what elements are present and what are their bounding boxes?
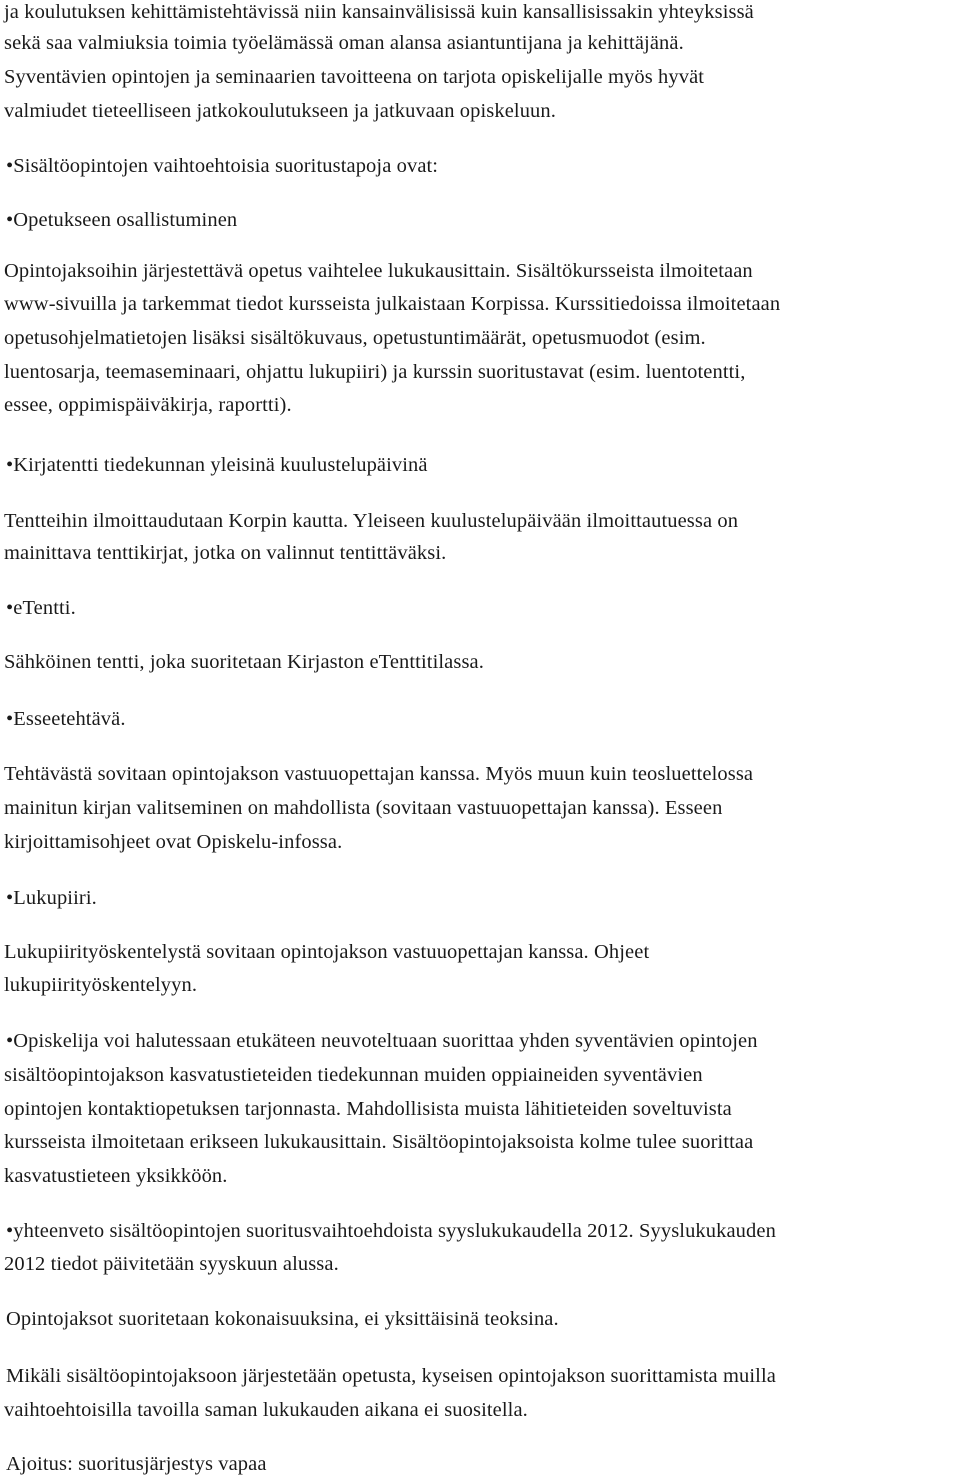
paragraph-line: Tehtävästä sovitaan opintojakson vastuuopettajan kanssa. Myös muun kuin teosluettelossa xyxy=(4,763,754,785)
bullet-heading: •eTentti. xyxy=(6,597,76,619)
paragraph-line: www-sivuilla ja tarkemmat tiedot kursseista julkaistaan Korpissa. Kurssitiedoissa ilmoitetaan xyxy=(4,293,781,315)
paragraph-line: kirjoittamisohjeet ovat Opiskelu-infossa. xyxy=(4,831,343,853)
bullet-heading: •Opetukseen osallistuminen xyxy=(6,209,238,231)
paragraph-line: Mikäli sisältöopintojaksoon järjestetään opetusta, kyseisen opintojakson suorittamista muilla xyxy=(6,1365,776,1387)
paragraph-line: Lukupiirityöskentelystä sovitaan opintojakson vastuuopettajan kanssa. Ohjeet xyxy=(4,941,650,963)
paragraph-line: Tentteihin ilmoittaudutaan Korpin kautta. Yleiseen kuulustelupäivään ilmoittautuessa on xyxy=(4,510,739,532)
paragraph-line: essee, oppimispäiväkirja, raportti). xyxy=(4,394,292,416)
paragraph-line: valmiudet tieteelliseen jatkokoulutukseen ja jatkuvaan opiskeluun. xyxy=(4,100,556,122)
paragraph-line: mainitun kirjan valitseminen on mahdollista (sovitaan vastuuopettajan kanssa). Esseen xyxy=(4,797,723,819)
paragraph-line: •Opiskelija voi halutessaan etukäteen neuvoteltuaan suorittaa yhden syventävien opintojen xyxy=(6,1030,758,1052)
bullet-heading: •Sisältöopintojen vaihtoehtoisia suoritustapoja ovat: xyxy=(6,155,439,177)
bullet-heading: •Esseetehtävä. xyxy=(6,708,126,730)
paragraph-line: Sähköinen tentti, joka suoritetaan Kirjaston eTenttitilassa. xyxy=(4,651,484,673)
paragraph-line: vaihtoehtoisilla tavoilla saman lukukauden aikana ei suositella. xyxy=(4,1399,528,1421)
paragraph-line: opintojen kontaktiopetuksen tarjonnasta. Mahdollisista muista lähitieteiden soveltuvista xyxy=(4,1098,732,1120)
paragraph-line: kursseista ilmoitetaan erikseen lukukausittain. Sisältöopintojaksoista kolme tulee suorittaa xyxy=(4,1131,754,1153)
paragraph-line: 2012 tiedot päivitetään syyskuun alussa. xyxy=(4,1253,339,1275)
paragraph-line: kasvatustieteen yksikköön. xyxy=(4,1165,228,1187)
bullet-heading: •Lukupiiri. xyxy=(6,887,97,909)
paragraph-line: sisältöopintojakson kasvatustieteiden tiedekunnan muiden oppiaineiden syventävien xyxy=(4,1064,703,1086)
paragraph-line: Syventävien opintojen ja seminaarien tavoitteena on tarjota opiskelijalle myös hyvät xyxy=(4,66,705,88)
paragraph-line: Ajoitus: suoritusjärjestys vapaa xyxy=(6,1453,267,1475)
paragraph-line: Opintojaksot suoritetaan kokonaisuuksina, ei yksittäisinä teoksina. xyxy=(6,1308,559,1330)
bullet-heading: •Kirjatentti tiedekunnan yleisinä kuulustelupäivinä xyxy=(6,454,428,476)
paragraph-line: •yhteenveto sisältöopintojen suoritusvaihtoehdoista syyslukukaudella 2012. Syyslukukauden xyxy=(6,1220,776,1242)
paragraph-line: Opintojaksoihin järjestettävä opetus vaihtelee lukukausittain. Sisältökursseista ilmoitetaan xyxy=(4,260,753,282)
paragraph-line: luentosarja, teemaseminaari, ohjattu lukupiiri) ja kurssin suoritustavat (esim. luentotentti, xyxy=(4,361,746,383)
paragraph-line: sekä saa valmiuksia toimia työelämässä oman alansa asiantuntijana ja kehittäjänä. xyxy=(4,32,684,54)
paragraph-line: ja koulutuksen kehittämistehtävissä niin kansainvälisissä kuin kansallisissakin yhteyksissä xyxy=(4,1,754,23)
paragraph-line: mainittava tenttikirjat, jotka on valinnut tentittäväksi. xyxy=(4,542,447,564)
paragraph-line: opetusohjelmatietojen lisäksi sisältökuvaus, opetustuntimäärät, opetusmuodot (esim. xyxy=(4,327,706,349)
paragraph-line: lukupiirityöskentelyyn. xyxy=(4,974,198,996)
